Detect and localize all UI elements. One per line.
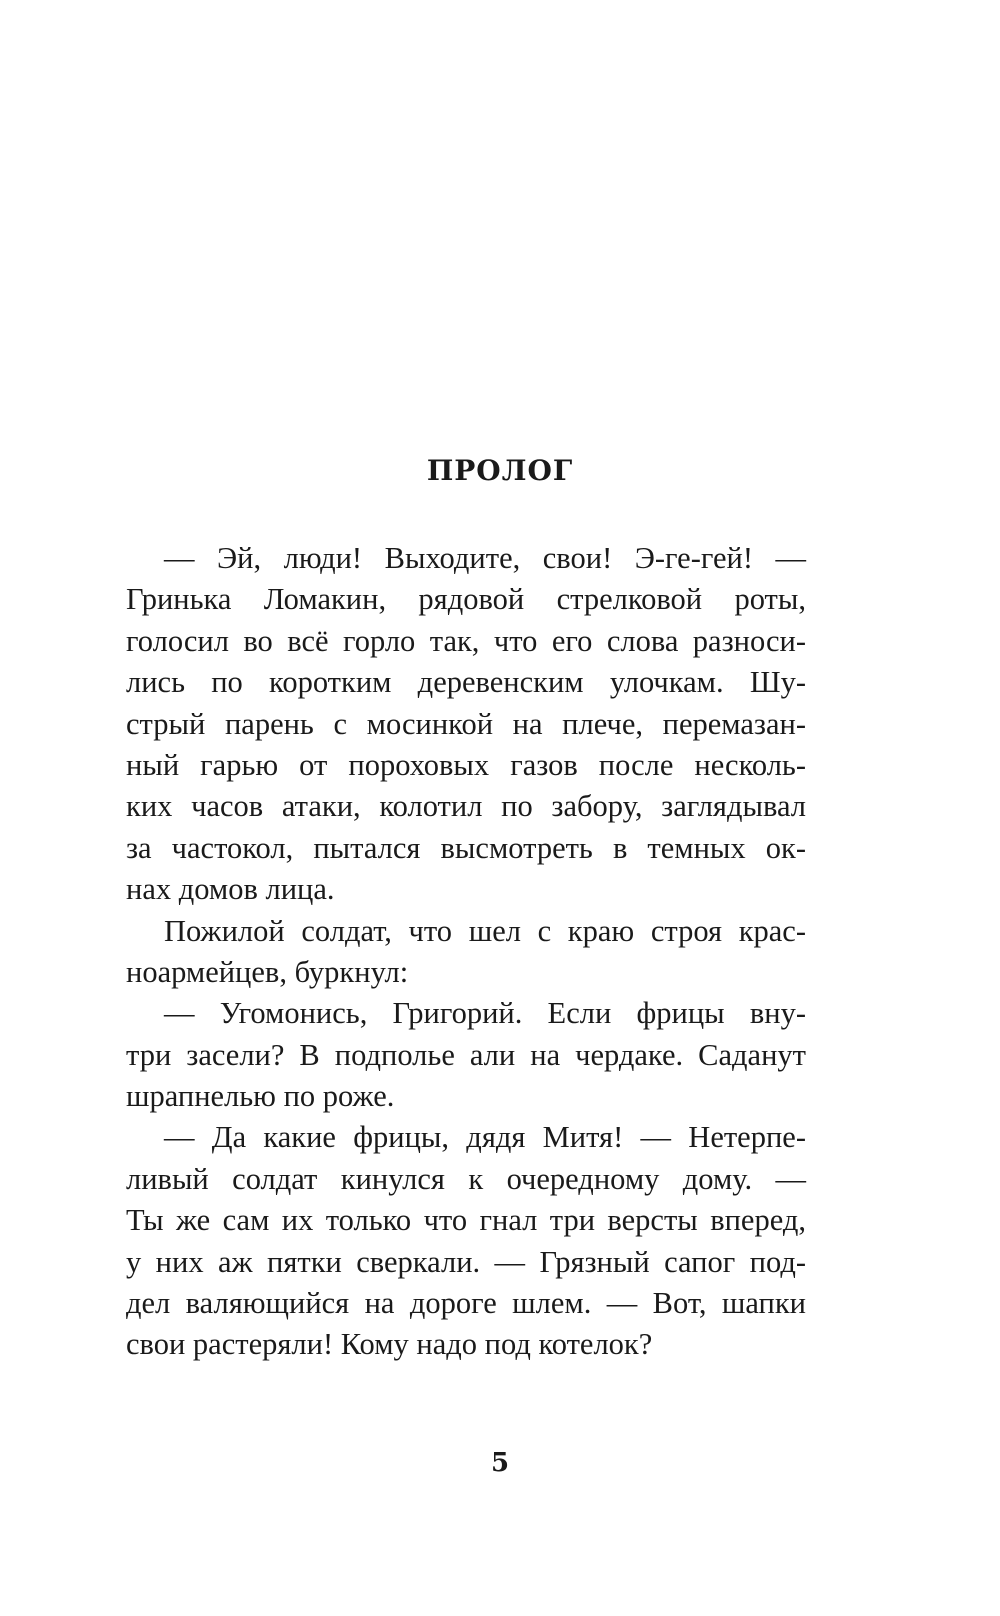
text-line: ноармейцев, буркнул: <box>126 954 409 989</box>
text-line: — Эй, люди! Выходите, свои! Э-ге-гей! — <box>164 541 806 575</box>
text-line: дел валяющийся на дороге шлем. — Вот, шапки <box>126 1286 806 1321</box>
text-line: — Угомонись, Григорий. Если фрицы вну- <box>164 996 806 1031</box>
text-line: Гринька Ломакин, рядовой стрелковой роты, <box>126 582 806 617</box>
text-line: свои растеряли! Кому надо под котелок? <box>126 1327 653 1362</box>
text-line: три засели? В подполье али на чердаке. Саданут <box>126 1037 806 1072</box>
text-line: ный гарью от пороховых газов после несколь- <box>126 747 806 782</box>
text-line: стрый парень с мосинкой на плече, перемазан- <box>126 706 806 741</box>
text-line: голосил во всё горло так, что его слова разноси- <box>126 623 806 658</box>
text-line: нах домов лица. <box>126 872 335 907</box>
text-line: ливый солдат кинулся к очередному дому. — <box>126 1161 806 1196</box>
text-line: лись по коротким деревенским улочкам. Шу- <box>126 665 806 700</box>
text-line: шрапнелью по роже. <box>126 1079 395 1114</box>
body-text <box>126 538 806 1366</box>
text-line: Ты же сам их только что гнал три версты вперед, <box>126 1203 806 1238</box>
text-line: у них аж пятки сверкали. — Грязный сапог под- <box>126 1244 806 1279</box>
text-line: — Да какие фрицы, дядя Митя! — Нетерпе- <box>164 1120 806 1155</box>
text-line: за частокол, пытался высмотреть в темных ок- <box>126 830 806 865</box>
page-number: 5 <box>490 1448 510 1478</box>
chapter-title: ПРОЛОГ <box>426 454 574 487</box>
text-line: ких часов атаки, колотил по забору, заглядывал <box>126 789 806 824</box>
text-line: Пожилой солдат, что шел с краю строя крас- <box>164 913 806 948</box>
